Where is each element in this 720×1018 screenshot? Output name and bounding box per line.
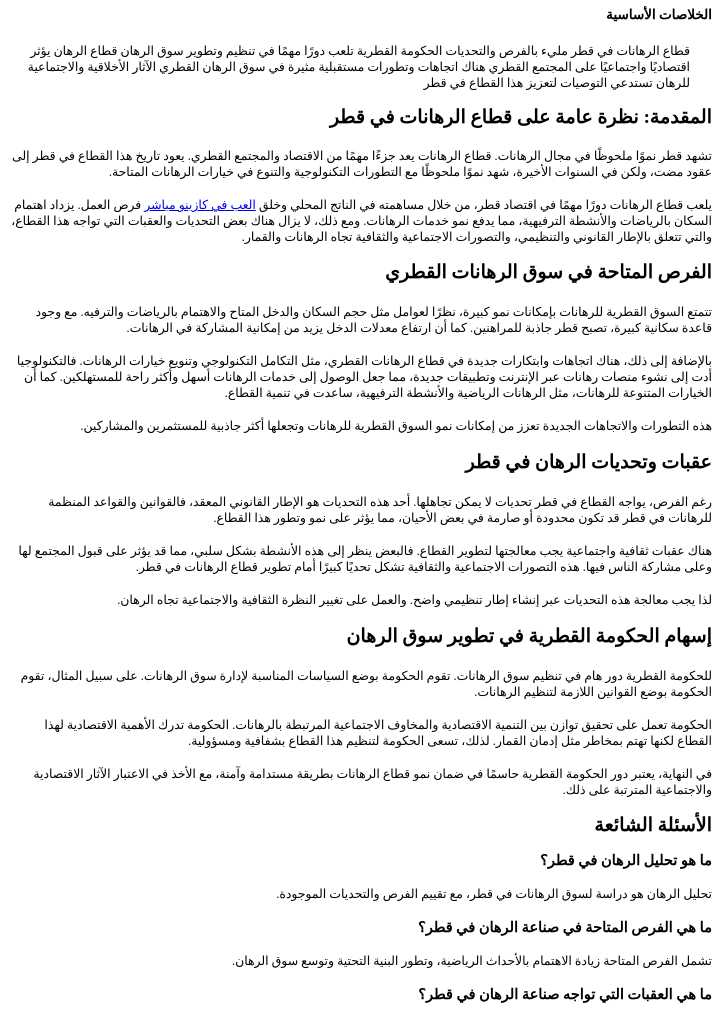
faq-answer-1: تحليل الرهان هو دراسة لسوق الرهانات في قطر، مع تقييم الفرص والتحديات الموجودة. — [276, 887, 712, 901]
intro-paragraph-2-start: يلعب قطاع الرهانات دورًا مهمًا في اقتصاد قطر، من خلال مساهمته في الناتج المحلي وخلق — [255, 198, 712, 212]
opportunities-paragraph-1: تتمتع السوق القطرية للرهانات بإمكانات نمو كبيرة، نظرًا لعوامل مثل حجم السكان والدخل المتاح والاهتمام بالرياضات والترفيه. مع وجود قاعدة سكانية كبيرة، تصبح قطر جاذبة للمراهنين. كما أن ارتفاع معدلات الدخل يزيد من إمكانية المشاركة في الرهانات. — [35, 305, 712, 335]
faq-question-2: ما هي الفرص المتاحة في صناعة الرهان في قطر؟ — [418, 920, 712, 936]
challenges-paragraph-1: رغم الفرص، يواجه القطاع في قطر تحديات لا يمكن تجاهلها. أحد هذه التحديات هو الإطار القانوني المعقد، فالقوانين والقواعد المنظمة للرهانات في قطر قد تكون محدودة أو صارمة في بعض الأحيان، مما يؤثر على نمو وتطور هذا القطاع. — [48, 495, 712, 525]
opportunities-heading: الفرص المتاحة في سوق الرهانات القطري — [385, 262, 712, 283]
faq-heading: الأسئلة الشائعة — [594, 815, 712, 836]
faq-question-3: ما هي العقبات التي تواجه صناعة الرهان في قطر؟ — [418, 987, 712, 1003]
faq-question-1: ما هو تحليل الرهان في قطر؟ — [540, 853, 712, 869]
government-heading: إسهام الحكومة القطرية في تطوير سوق الرهان — [346, 626, 712, 647]
intro-paragraph-2-end: فرص العمل. يزداد اهتمام السكان بالرياضات والأنشطة الترفيهية، مما يدفع نمو خدمات الرهانات. ومع ذلك، لا يزال هناك بعض التحديات والعقبات التي تواجه هذا القطاع، والتي تتعلق بالإطار القانوني والتنظيمي، والتصورات الاجتماعية والثقافية تجاه الرهانات والقمار. — [11, 198, 712, 244]
faq-answer-2: تشمل الفرص المتاحة زيادة الاهتمام بالأحداث الرياضية، وتطور البنية التحتية وتوسع سوق الرهان. — [232, 954, 712, 968]
challenges-paragraph-2: هناك عقبات ثقافية واجتماعية يجب معالجتها لتطوير القطاع. فالبعض ينظر إلى هذه الأنشطة بشكل سلبي، مما قد يؤثر على قبول المجتمع لها وعلى مشاركة الناس فيها. هذه التصورات الاجتماعية والثقافية تشكل تحديًا كبيرًا أمام تطوير قطاع الرهانات في قطر. — [18, 544, 712, 574]
key-takeaways-text: قطاع الرهانات في قطر مليء بالفرص والتحديات الحكومة القطرية تلعب دورًا مهمًا في تنظيم وتطوير سوق الرهان قطاع الرهان يؤثر اقتصاديًا واجتماعيًا على المجتمع القطري هناك اتجاهات وتطورات مستقبلية مثيرة في سوق الرهان القطري الآثار الأخلاقية والاجتماعية للرهان تستدعي التوصيات لتعزيز هذا القطاع في قطر — [27, 44, 690, 90]
government-paragraph-2: الحكومة تعمل على تحقيق توازن بين التنمية الاقتصادية والمخاوف الاجتماعية المرتبطة بالرهانات. الحكومة تدرك الأهمية الاقتصادية لهذا القطاع لكنها تهتم بمخاطر مثل إدمان القمار. لذلك، تسعى الحكومة لتنظيم هذا القطاع بشفافية ومسؤولية. — [44, 718, 712, 748]
government-paragraph-3: في النهاية، يعتبر دور الحكومة القطرية حاسمًا في ضمان نمو قطاع الرهانات بطريقة مستدامة وآمنة، مع الأخذ في الاعتبار الآثار الاقتصادية والاجتماعية المترتبة على ذلك. — [33, 767, 712, 797]
live-casino-link[interactable]: العب في كازينو مباشر — [144, 198, 256, 212]
intro-paragraph-2 — [8, 197, 712, 245]
opportunities-paragraph-2: بالإضافة إلى ذلك، هناك اتجاهات وابتكارات جديدة في قطاع الرهانات القطري، مثل التكامل التكنولوجي وتنويع خيارات الرهانات. فالتكنولوجيا أدت إلى نشوء منصات رهانات عبر الإنترنت وتطبيقات جديدة، مما جعل الوصول إلى خدمات الرهانات أسهل وأكثر راحة للمستهلكين. كما أن الخيارات المتنوعة للرهانات، مثل الرهانات الرياضية والأنشطة الترفيهية، ساعدت في تنمية القطاع. — [16, 354, 712, 400]
intro-paragraph-1: تشهد قطر نموًا ملحوظًا في مجال الرهانات. قطاع الرهانات يعد جزءًا مهمًا من الاقتصاد والمجتمع القطري. يعود تاريخ هذا القطاع في قطر إلى عقود مضت، ولكن في السنوات الأخيرة، شهد نموًا ملحوظًا مع التطورات التكنولوجية والتنوع في خيارات الرهانات المتاحة. — [12, 149, 712, 179]
challenges-heading: عقبات وتحديات الرهان في قطر — [465, 452, 712, 473]
intro-heading: المقدمة: نظرة عامة على قطاع الرهانات في قطر — [329, 107, 712, 128]
government-paragraph-1: للحكومة القطرية دور هام في تنظيم سوق الرهانات. تقوم الحكومة بوضع السياسات المناسبة لإدارة سوق الرهانات. على سبيل المثال، تقوم الحكومة بوضع القوانين اللازمة لتنظيم الرهانات. — [20, 669, 712, 699]
key-takeaways-title: الخلاصات الأساسية — [606, 7, 712, 22]
challenges-paragraph-3: لذا يجب معالجة هذه التحديات عبر إنشاء إطار تنظيمي واضح. والعمل على تغيير النظرة الثقافية والاجتماعية تجاه الرهان. — [117, 593, 712, 607]
opportunities-paragraph-3: هذه التطورات والاتجاهات الجديدة تعزز من إمكانات نمو السوق القطرية للرهانات وتجعلها أكثر جاذبية للمستثمرين والمشاركين. — [80, 419, 712, 433]
